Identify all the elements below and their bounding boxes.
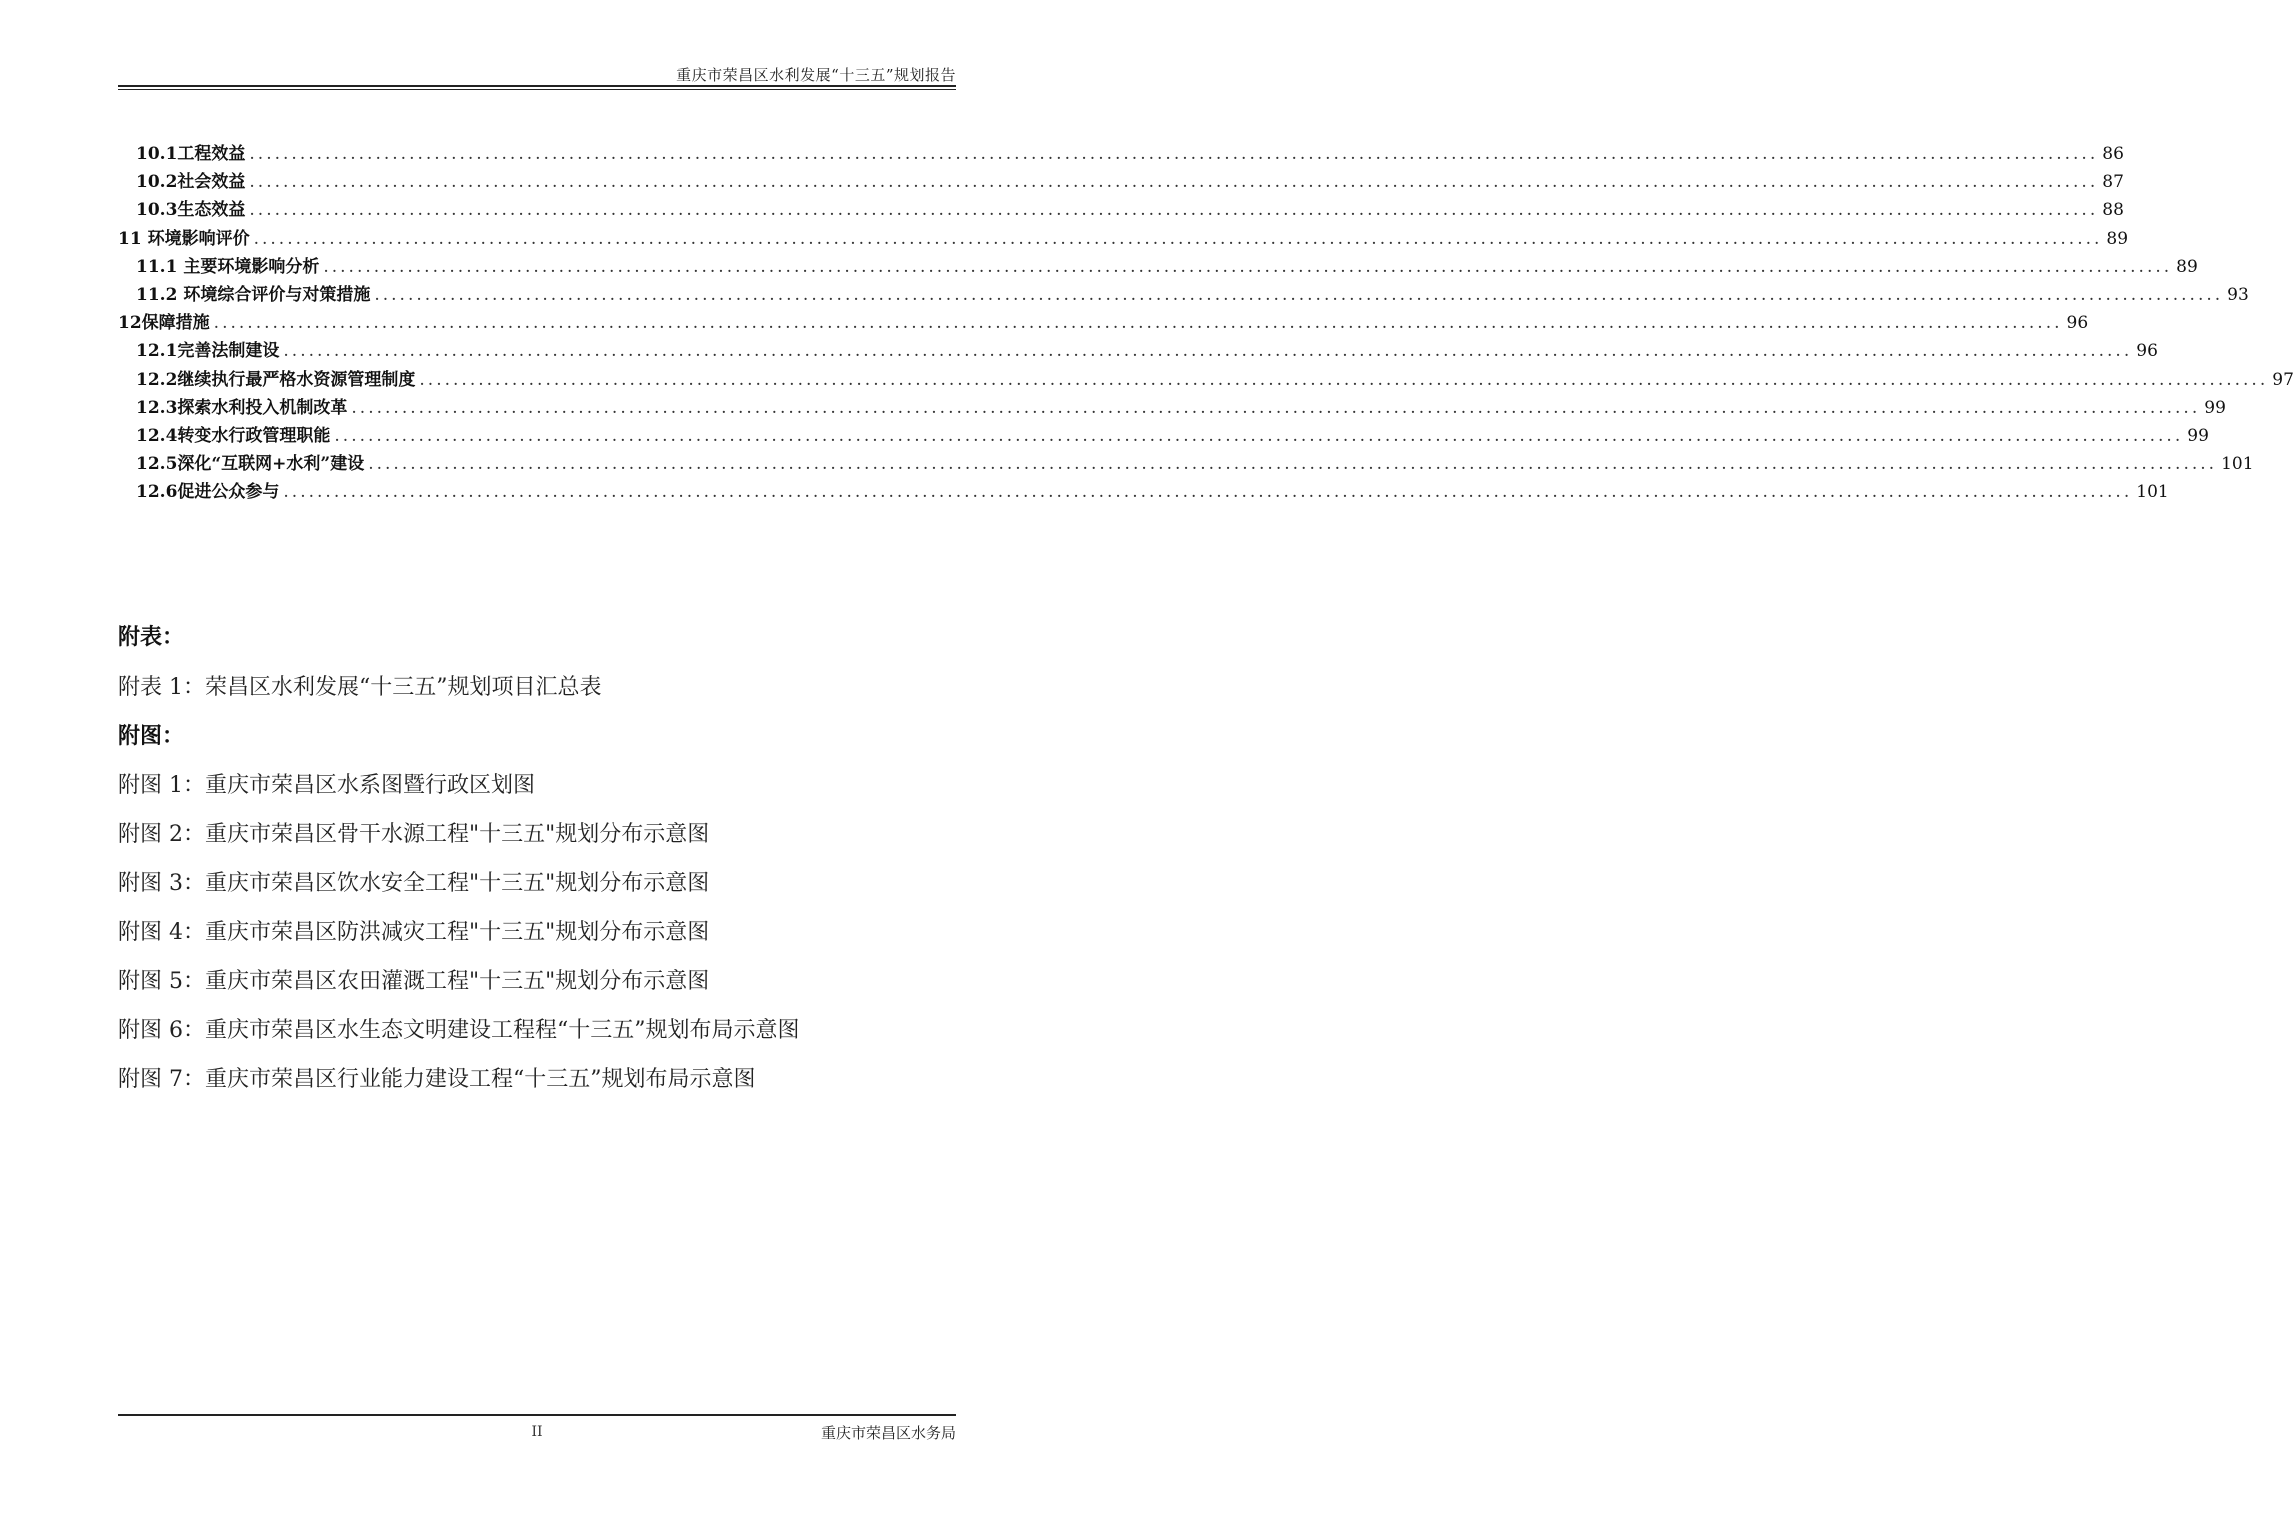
toc-entry[interactable] [118, 167, 2124, 195]
toc-entry[interactable] [118, 224, 2129, 252]
header-rule-thick [118, 85, 956, 87]
toc-leader-dots: ............................................................................................................................................................................................................................ [249, 172, 2099, 193]
toc-entry-page: 96 [2136, 341, 2158, 362]
toc-entry[interactable] [118, 139, 2124, 167]
toc-entry[interactable] [118, 252, 2198, 280]
appendix-figures-heading: 附图： [118, 723, 185, 749]
toc-leader-dots: ............................................................................................................................................................................................................................ [253, 228, 2103, 249]
toc-entry-label: 10.1工程效益 [136, 144, 246, 164]
toc-entry-page: 97 [2272, 369, 2294, 390]
toc-entry-page: 87 [2102, 172, 2124, 193]
toc-entry-page: 96 [2066, 313, 2089, 334]
toc-entry[interactable] [118, 477, 2169, 505]
toc-entry-page: 101 [2221, 454, 2254, 475]
toc-entry[interactable] [118, 308, 2089, 336]
toc-leader-dots: ............................................................................................................................................................................................................................ [351, 397, 2201, 418]
appendix-tables-heading: 附表： [118, 624, 185, 650]
toc-entry-page: 89 [2176, 256, 2198, 277]
appendix-table-item[interactable]: 附表 1：荣昌区水利发展“十三五”规划项目汇总表 [118, 675, 602, 700]
toc-entry-page: 86 [2102, 144, 2124, 164]
toc-entry-label: 12.4转变水行政管理职能 [136, 425, 331, 446]
appendix-figure-item[interactable]: 附图 6：重庆市荣昌区水生态文明建设工程程“十三五”规划布局示意图 [118, 1018, 800, 1043]
toc-entry-label: 11 环境影响评价 [118, 228, 250, 249]
toc-entry[interactable] [118, 421, 2209, 449]
appendix-figure-item[interactable]: 附图 2：重庆市荣昌区骨干水源工程"十三五"规划分布示意图 [118, 822, 710, 847]
toc-entry-page: 93 [2227, 284, 2249, 305]
appendix-figure-item[interactable]: 附图 5：重庆市荣昌区农田灌溉工程"十三五"规划分布示意图 [118, 969, 710, 994]
footer-rule [118, 1414, 956, 1416]
appendix-figure-item[interactable]: 附图 3：重庆市荣昌区饮水安全工程"十三五"规划分布示意图 [118, 871, 710, 896]
toc-entry[interactable] [118, 195, 2124, 223]
appendix-figure-item[interactable]: 附图 7：重庆市荣昌区行业能力建设工程“十三五”规划布局示意图 [118, 1067, 756, 1092]
toc-entry-page: 89 [2106, 228, 2129, 249]
toc-entry-label: 11.2 环境综合评价与对策措施 [136, 284, 371, 305]
toc-entry-page: 99 [2204, 397, 2226, 418]
toc-leader-dots: ............................................................................................................................................................................................................................ [374, 284, 2224, 305]
toc-entry-label: 11.1 主要环境影响分析 [136, 256, 320, 277]
toc-entry[interactable] [118, 393, 2226, 421]
toc-leader-dots: ............................................................................................................................................................................................................................ [283, 341, 2133, 362]
toc-leader-dots: ............................................................................................................................................................................................................................ [323, 256, 2173, 277]
toc-entry-page: 101 [2136, 482, 2169, 503]
toc-entry[interactable] [118, 365, 2294, 393]
toc-leader-dots: ............................................................................................................................................................................................................................ [368, 454, 2218, 475]
toc-entry-label: 10.2社会效益 [136, 172, 246, 193]
footer-organization: 重庆市荣昌区水务局 [820, 1424, 956, 1442]
toc-entry-label: 12保障措施 [118, 313, 210, 334]
toc-leader-dots: ............................................................................................................................................................................................................................ [213, 313, 2063, 334]
toc-entry-label: 12.3探索水利投入机制改革 [136, 397, 348, 418]
toc-leader-dots: ............................................................................................................................................................................................................................ [419, 369, 2269, 390]
toc-entry[interactable] [118, 449, 2254, 477]
toc-entry-label: 10.3生态效益 [136, 200, 246, 221]
running-header-title: 重庆市荣昌区水利发展“十三五”规划报告 [676, 66, 956, 84]
toc-entry-label: 12.5深化“互联网+水利”建设 [136, 454, 365, 475]
appendix-figure-item[interactable]: 附图 1：重庆市荣昌区水系图暨行政区划图 [118, 773, 535, 798]
toc-entry-page: 99 [2187, 425, 2209, 446]
toc-leader-dots: ............................................................................................................................................................................................................................ [283, 482, 2133, 503]
header-rule-thin [118, 89, 956, 90]
toc-entry-page: 88 [2102, 200, 2124, 221]
footer-page-number: II [531, 1424, 543, 1440]
toc-entry[interactable] [118, 280, 2249, 308]
toc-entry[interactable] [118, 336, 2158, 364]
toc-leader-dots: ............................................................................................................................................................................................................................ [249, 200, 2099, 221]
toc-entry-label: 12.1完善法制建设 [136, 341, 280, 362]
toc-leader-dots: ............................................................................................................................................................................................................................ [249, 144, 2099, 164]
toc-entry-label: 12.2继续执行最严格水资源管理制度 [136, 369, 416, 390]
appendix-figure-item[interactable]: 附图 4：重庆市荣昌区防洪减灾工程"十三五"规划分布示意图 [118, 920, 710, 945]
table-of-contents [118, 139, 2294, 505]
toc-leader-dots: ............................................................................................................................................................................................................................ [334, 425, 2184, 446]
toc-entry-label: 12.6促进公众参与 [136, 482, 280, 503]
